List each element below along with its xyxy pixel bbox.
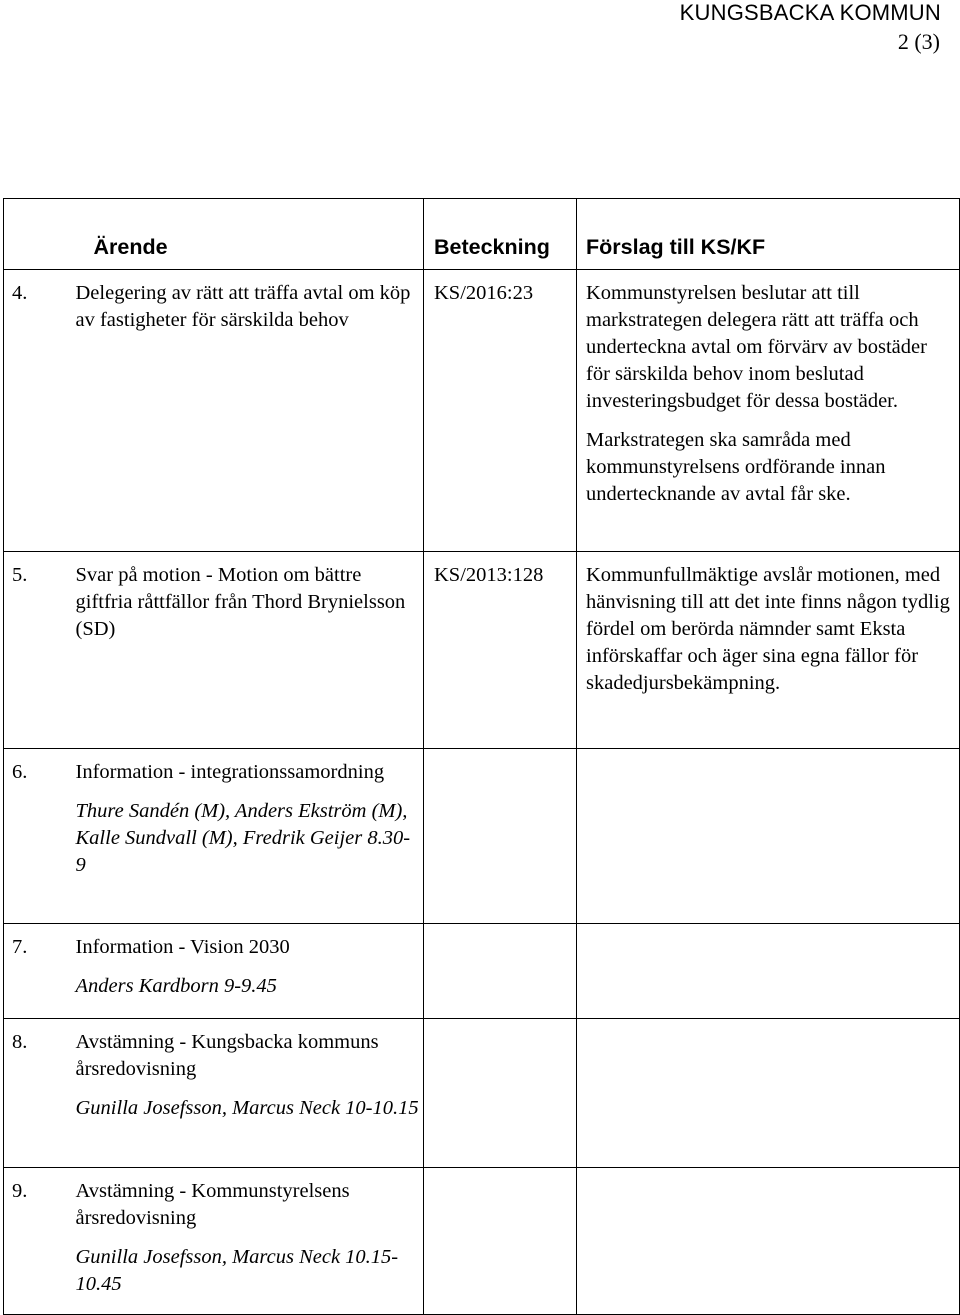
item-proposal <box>577 552 960 749</box>
item-code <box>424 1019 577 1168</box>
item-title <box>76 552 424 749</box>
column-header-arende: Ärende <box>76 199 424 270</box>
item-number: 5. <box>4 552 76 749</box>
table-row <box>4 924 960 1019</box>
column-header-forslag: Förslag till KS/KF <box>577 199 960 270</box>
item-code: KS/2013:128 <box>424 552 577 749</box>
item-title <box>76 749 424 924</box>
item-title <box>76 270 424 552</box>
item-proposal <box>577 924 960 1019</box>
item-number: 8. <box>4 1019 76 1168</box>
item-proposal-text-2: Markstrategen ska samråda med kommunstyrelsens ordförande innan undertecknande av avtal får ske. <box>586 429 886 505</box>
item-title-text: Svar på motion - Motion om bättre giftfria råttfällor från Thord Brynielsson (SD) <box>75 564 406 640</box>
item-proposal <box>577 1168 960 1315</box>
item-code <box>424 924 577 1019</box>
table-row <box>4 270 960 552</box>
item-proposal <box>577 749 960 924</box>
item-proposal-text: Kommunstyrelsen beslutar att till markstrategen delegera rätt att träffa och underteckna avtal om förvärv av bostäder för särskilda behov inom beslutad investeringsbudget för dessa bostäder. <box>586 282 927 412</box>
item-title-text: Information - Vision 2030 <box>75 936 290 958</box>
item-title-text: Avstämning - Kommunstyrelsens årsredovisning <box>75 1180 350 1229</box>
column-header-beteckning: Beteckning <box>424 199 577 270</box>
item-presenter: Gunilla Josefsson, Marcus Neck 10.15-10.45 <box>75 1246 399 1295</box>
item-title <box>76 924 424 1019</box>
item-proposal <box>577 1019 960 1168</box>
page-number: 2 (3) <box>897 29 940 54</box>
item-title-text: Avstämning - Kungsbacka kommuns årsredovisning <box>75 1031 379 1080</box>
item-proposal-text: Kommunfullmäktige avslår motionen, med hänvisning till att det inte finns någon tydlig fördel om berörda nämnder samt Eksta införskaffar och äger sina egna fällor för skadedjursbekämpning. <box>586 564 950 694</box>
organization-name: KUNGSBACKA KOMMUN <box>679 0 941 25</box>
item-title <box>76 1168 424 1315</box>
item-title-text: Delegering av rätt att träffa avtal om köp av fastigheter för särskilda behov <box>75 282 411 331</box>
table-row <box>4 552 960 749</box>
item-presenter: Anders Kardborn 9-9.45 <box>75 975 277 997</box>
item-title <box>76 1019 424 1168</box>
item-presenter: Thure Sandén (M), Anders Ekström (M), Kalle Sundvall (M), Fredrik Geijer 8.30-9 <box>75 800 411 876</box>
table-header-row <box>4 199 960 270</box>
item-number: 7. <box>4 924 76 1019</box>
table-row <box>4 1168 960 1315</box>
item-number: 9. <box>4 1168 76 1315</box>
item-code <box>424 1168 577 1315</box>
item-code: KS/2016:23 <box>424 270 577 552</box>
table-row <box>4 749 960 924</box>
table-row <box>4 1019 960 1168</box>
item-title-text: Information - integrationssamordning <box>75 761 385 783</box>
item-presenter: Gunilla Josefsson, Marcus Neck 10-10.15 <box>75 1097 419 1119</box>
item-code <box>424 749 577 924</box>
item-number: 6. <box>4 749 76 924</box>
agenda-table <box>3 198 960 1315</box>
item-number: 4. <box>4 270 76 552</box>
item-proposal <box>577 270 960 552</box>
